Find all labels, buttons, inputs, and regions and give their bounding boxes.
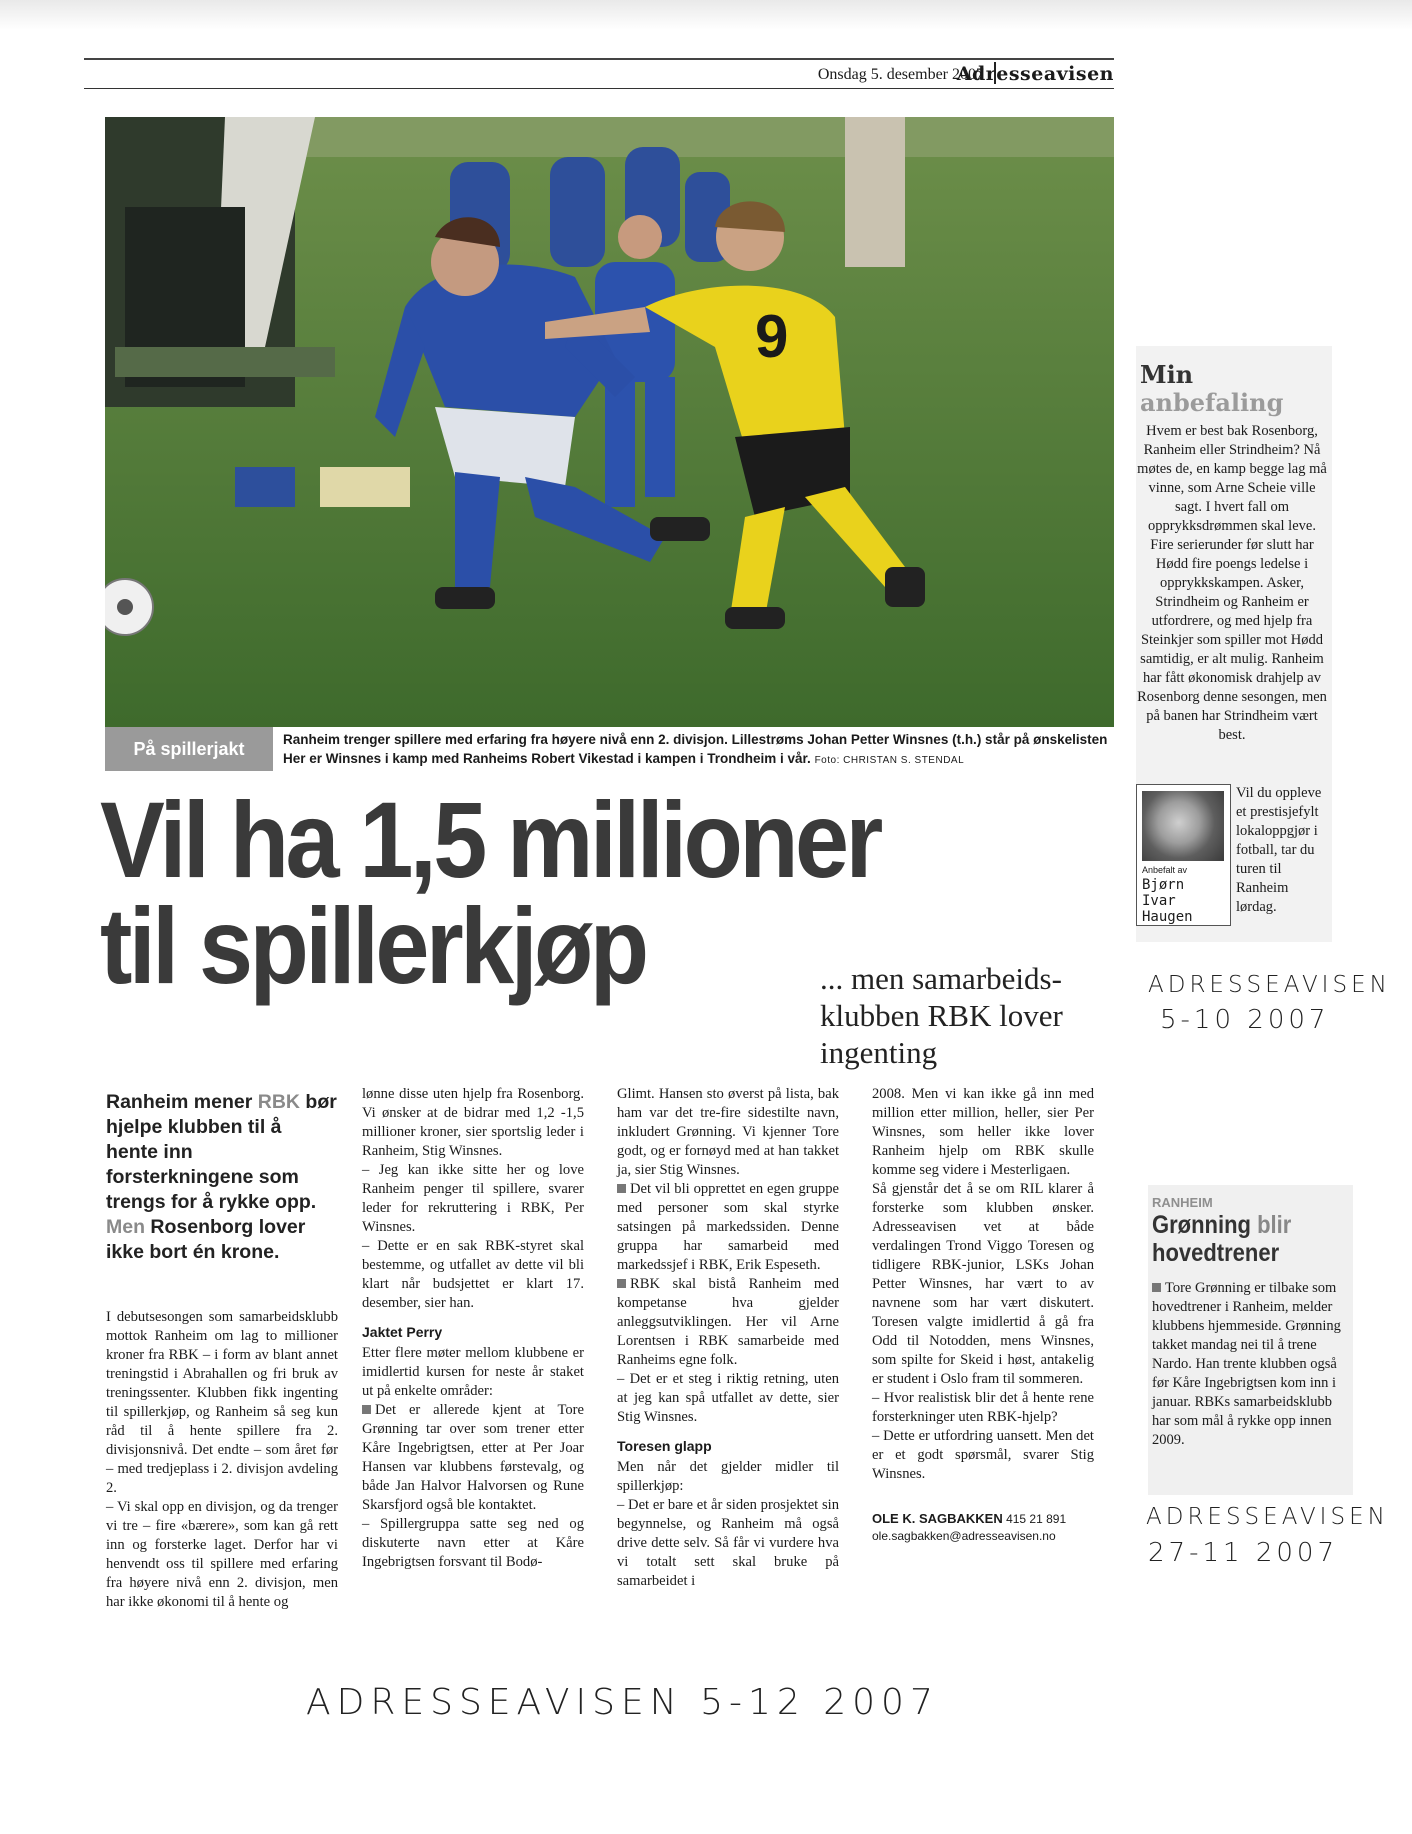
lead-rbk: RBK	[257, 1091, 300, 1113]
byline-phone: 415 21 891	[1006, 1512, 1067, 1526]
football-match-illustration	[105, 117, 1114, 727]
brief-title-a: Grønning	[1152, 1211, 1251, 1239]
bullet-square-icon	[617, 1279, 626, 1288]
paragraph: – Det er bare et år siden prosjektet sin begynnelse, og Ranheim må også drive dette selv. Så får vi vurdere hva vi totalt sett skal bruke på samarbeidet i	[617, 1497, 839, 1589]
bullet-square-icon	[362, 1405, 371, 1414]
author-portrait	[1136, 784, 1231, 926]
byline-name: OLE K. SAGBAKKEN	[872, 1511, 1003, 1526]
brief-body	[1152, 1279, 1350, 1450]
paragraph: 2008. Men vi kan ikke gå inn med million etter million, heller, sier Per Winsnes, som heller ikke lover Ranheim hjelp om RBK skulle komme seg videre i Mesterligaen.	[872, 1086, 1094, 1178]
match-photo	[105, 117, 1114, 727]
photo-credit: Foto: CHRISTAN S. STENDAL	[814, 755, 965, 766]
recommendation-title-1: Min	[1140, 360, 1194, 389]
handwritten-note-1b: 5-10 2007	[1160, 1005, 1330, 1035]
article-column-1	[106, 1308, 338, 1612]
bullet-square-icon	[1152, 1283, 1161, 1292]
paragraph	[617, 1180, 839, 1275]
issue-date: Onsdag 5. desember 2007	[817, 66, 984, 83]
recommendation-box	[1136, 346, 1332, 942]
author-name-1: Bjørn	[1142, 877, 1185, 893]
article-column-4	[872, 1085, 1094, 1545]
photo-caption	[283, 730, 1113, 770]
paragraph: – Det er et steg i riktig retning, uten at jeg kan spå utfallet av dette, sier Stig Winsnes.	[617, 1371, 839, 1425]
headline-line-2: til spillerkjøp	[100, 885, 646, 1006]
paragraph-text: Det er allerede kjent at Tore Grønning tar over som trener etter Kåre Ingebrigtsen, etter at Per Joar Hansen var klubbens førstevalg, og både Jan Halvor Halvorsen og Rune Skarsfjord også ble kontaktet.	[362, 1402, 584, 1513]
author-name-3: Haugen	[1142, 909, 1193, 925]
paragraph: lønne disse uten hjelp fra Rosenborg. Vi ønsker at de bidrar med 1,2 -1,5 millioner kroner, sier sportslig leder i Ranheim, Stig Winsnes.	[362, 1086, 584, 1159]
lead-text-1: Ranheim mener	[106, 1091, 253, 1113]
recommended-by-label: Anbefalt av	[1142, 865, 1188, 875]
headline-line-1: Vil ha 1,5 millioner	[100, 779, 880, 900]
paragraph-text: RBK skal bistå Ranheim med kompetanse hva gjelder anleggsutviklingen. Her vil Arne Lorentsen i RBK samarbeide med Ranheims egne folk.	[617, 1276, 839, 1368]
masthead: Adresseavisen	[956, 63, 1114, 85]
paragraph: – Hvor realistisk blir det å hente rene forsterkninger uten RBK-hjelp?	[872, 1390, 1094, 1425]
author-name	[1142, 877, 1193, 925]
recommendation-title-2: anbefaling	[1140, 388, 1284, 417]
paragraph: – Vi skal opp en divisjon, og da trenger vi tre – fire «bærere», som kan gå rett inn og forsterke laget. Derfor har vi henvendt oss til spillere med erfaring fra høyere nivå enn 2. divisjon, men har ikke økonomi til å hente og	[106, 1499, 338, 1610]
brief-title-b: blir	[1257, 1211, 1292, 1239]
brief-body-text: Tore Grønning er tilbake som hovedtrener i Ranheim, melder klubbens hjemmeside. Grønning takket mandag nei til å trene Nardo. Han trente klubben også før Kåre Ingebrigtsen kom inn i januar. RBKs samarbeidsklubb har som mål å rykke opp innen 2009.	[1152, 1280, 1341, 1448]
subheading-toresen-glapp: Toresen glapp	[617, 1438, 712, 1454]
article-column-2	[362, 1085, 584, 1572]
paragraph-text: Det vil bli opprettet en egen gruppe med personer som skal styrke satsingen på markedssiden. Denne gruppa har samarbeid med markedssjef i RBK, Erik Espeseth.	[617, 1181, 839, 1273]
brief-title	[1152, 1211, 1354, 1267]
subhead: ... men samarbeids-klubben RBK lover ingenting	[820, 961, 1063, 1070]
paragraph: Så gjenstår det å se om RIL klarer å forsterke som klubben ønsker. Adresseavisen vet at både verdalingen Trond Viggo Toresen og tidligere RBK-junior, LSKs Johan Petter Winsnes, har vært to av navnene som har vært diskutert. Toresen valgte imidlertid å gå fra Odd til Notodden, mens Winsnes, som spilte for Skeid i høst, antakelig er student i Oslo fram til sommeren.	[872, 1181, 1094, 1387]
byline-email: ole.sagbakken@adresseavisen.no	[872, 1529, 1056, 1543]
paragraph: Men når det gjelder midler til spillerkjøp:	[617, 1459, 839, 1494]
svg-text:9: 9	[755, 303, 789, 370]
lead-text-2: bør hjelpe klubben til å hente inn forsterkningene som trengs for å rykke opp.	[106, 1091, 337, 1213]
paragraph: Glimt. Hansen sto øverst på lista, bak ham var det tre-fire sidestilte navn, inkludert Grønning. Vi kjenner Tore godt, og er fornøyd med at han takket ja, sier Stig Winsnes.	[617, 1086, 839, 1178]
paragraph	[617, 1275, 839, 1370]
brief-title-c: hovedtrener	[1152, 1239, 1280, 1267]
paragraph: – Dette er utfordring uansett. Men det er et godt spørsmål, svarer Stig Winsnes.	[872, 1428, 1094, 1482]
handwritten-note-1a: ADRESSEAVISEN	[1148, 972, 1391, 998]
dateline	[84, 58, 1114, 89]
scan-edge	[0, 0, 1412, 30]
article-column-3	[617, 1085, 839, 1591]
recommendation-side-text: Vil du oppleve et prestisjefylt lokaloppgjør i fotball, tar du turen til Ranheim lørdag.	[1236, 785, 1322, 915]
paragraph: Etter flere møter mellom klubbene er imidlertid kursen for neste år staket ut på enkelte områder:	[362, 1345, 584, 1399]
paragraph: – Spillergruppa satte seg ned og diskuterte navn etter at Kåre Ingebrigtsen forsvant til Bodø-	[362, 1516, 584, 1570]
bullet-square-icon	[617, 1184, 626, 1193]
paragraph: – Jeg kan ikke sitte her og love Ranheim penger til spillere, svarer leder for rekruttering i RBK, Per Winsnes.	[362, 1162, 584, 1235]
brief-kicker: RANHEIM	[1152, 1195, 1213, 1210]
byline	[872, 1510, 1094, 1545]
lead-text-3: Rosenborg lover ikke bort én krone.	[106, 1216, 306, 1263]
paragraph	[362, 1401, 584, 1515]
handwritten-note-2b: 27-11 2007	[1148, 1538, 1338, 1568]
recommendation-body: Hvem er best bak Rosenborg, Ranheim eller Strindheim? Nå møtes de, en kamp begge lag må vinne, som Arne Scheie ville sagt. I hvert fall om opprykksdrømmen skal leve. Fire serierunder før slutt har Hødd fire poengs ledelse i opprykkskampen. Asker, Strindheim og Ranheim er utfordrere, og med hjelp fra Steinkjer som spiller mot Hødd samtidig, er alt mulig. Ranheim har fått økonomisk drahjelp av Rosenborg denne sesongen, men på banen har Strindheim vært best.	[1137, 423, 1327, 743]
handwritten-note-2a: ADRESSEAVISEN	[1146, 1504, 1389, 1530]
portrait-photo	[1142, 791, 1224, 861]
handwritten-note-3: ADRESSEAVISEN 5-12 2007	[306, 1682, 939, 1723]
photo-tag: På spillerjakt	[105, 727, 273, 771]
lead-men: Men	[106, 1216, 145, 1238]
paragraph: I debutsesongen som samarbeidsklubb mottok Ranheim om lag to millioner kroner fra RBK – i form av blant annet treningstid i Abrahallen og fri bruk av treningssenter. Klubben fikk ingenting til spillerkjøp, og Ranheim så seg kun råd til å hente spillere fra 2. divisjonsnivå. Det endte – som året før – med tredjeplass i 2. divisjon avdeling 2.	[106, 1309, 338, 1496]
subheading-jaktet-perry: Jaktet Perry	[362, 1324, 443, 1340]
author-name-2: Ivar	[1142, 893, 1176, 909]
photo-caption-text: Ranheim trenger spillere med erfaring fra høyere nivå enn 2. divisjon. Lillestrøms Johan Petter Winsnes (t.h.) står på ønskelisten Her er Winsnes i kamp med Ranheims Robert Vikestad i kampen i Trondheim i vår.	[283, 732, 1108, 766]
paragraph: – Dette er en sak RBK-styret skal bestemme, og utfallet av dette vil bli klart når budsjettet er klart 17. desember, sier han.	[362, 1238, 584, 1311]
lead-paragraph	[106, 1090, 338, 1265]
news-brief-box	[1148, 1185, 1353, 1495]
